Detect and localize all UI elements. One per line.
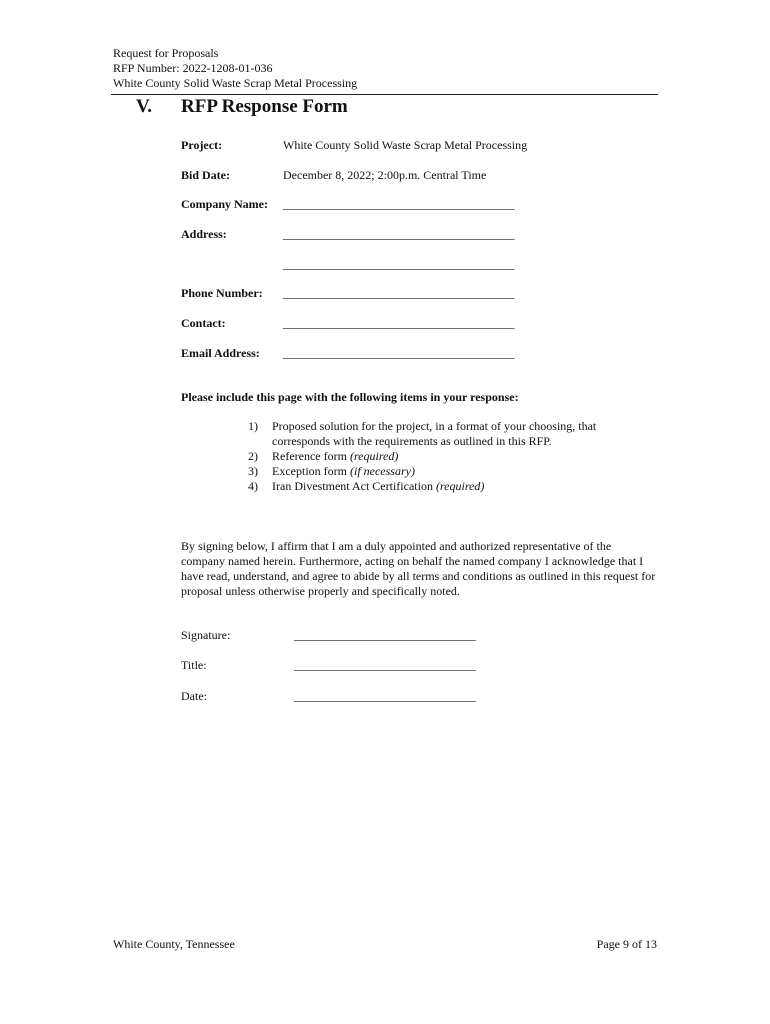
- title-field[interactable]: _________________________________: [294, 658, 476, 672]
- address-field-line1[interactable]: __________________________________________: [283, 227, 514, 241]
- contact-field[interactable]: __________________________________________: [283, 316, 514, 330]
- signature-label: Signature:: [181, 628, 231, 642]
- footer-page-number: Page 9 of 13: [596, 937, 657, 951]
- required-items-list: [248, 419, 632, 494]
- footer-county: White County, Tennessee: [113, 937, 235, 951]
- list-item-text: Reference form: [272, 449, 350, 463]
- list-item-text: Iran Divestment Act Certification: [272, 479, 436, 493]
- list-item-note: (if necessary): [349, 464, 415, 478]
- instructions-heading: Please include this page with the following items in your response:: [181, 390, 519, 404]
- list-item-note: (required): [349, 449, 399, 463]
- list-item: [248, 449, 632, 464]
- affirmation-paragraph: By signing below, I affirm that I am a duly appointed and authorized representative of the company named herein. Furthermore, acting on behalf the named company I acknowledge that I have read, understand, and agree to abide by all terms and conditions as outlined in this request for proposal unless otherwise properly and specifically noted.: [181, 539, 656, 598]
- list-item-number: 3): [248, 464, 258, 478]
- company-name-field[interactable]: __________________________________________: [283, 197, 514, 211]
- section-title: RFP Response Form: [181, 96, 348, 117]
- header-line-rfp: Request for Proposals: [113, 46, 219, 60]
- list-item: [248, 464, 632, 479]
- phone-label: Phone Number:: [181, 286, 263, 300]
- email-label: Email Address:: [181, 346, 260, 360]
- list-item: [248, 419, 632, 449]
- header-line-rfp-number: RFP Number: 2022-1208-01-036: [113, 61, 273, 75]
- address-label: Address:: [181, 227, 227, 241]
- signature-field[interactable]: _________________________________: [294, 628, 476, 642]
- list-item: [248, 479, 632, 494]
- header-line-project: White County Solid Waste Scrap Metal Processing: [113, 76, 358, 90]
- list-item-text: Proposed solution for the project, in a format of your choosing, that corresponds with the requirements as outlined in this RFP.: [272, 419, 597, 448]
- title-label: Title:: [181, 658, 207, 672]
- phone-field[interactable]: __________________________________________: [283, 286, 514, 300]
- date-label: Date:: [181, 689, 207, 703]
- section-number: V.: [136, 96, 153, 117]
- date-field[interactable]: _________________________________: [294, 689, 476, 703]
- running-header: [113, 46, 357, 91]
- bid-date-label: Bid Date:: [181, 168, 230, 182]
- bid-date-value: December 8, 2022; 2:00p.m. Central Time: [283, 168, 487, 182]
- list-item-number: 4): [248, 479, 258, 493]
- list-item-number: 1): [248, 419, 258, 433]
- header-divider: [111, 94, 658, 95]
- project-value: White County Solid Waste Scrap Metal Processing: [283, 138, 528, 152]
- list-item-note: (required): [435, 479, 485, 493]
- company-name-label: Company Name:: [181, 197, 268, 211]
- list-item-number: 2): [248, 449, 258, 463]
- contact-label: Contact:: [181, 316, 226, 330]
- email-field[interactable]: __________________________________________: [283, 346, 514, 360]
- list-item-text: Exception form: [272, 464, 350, 478]
- project-label: Project:: [181, 138, 223, 152]
- address-field-line2[interactable]: __________________________________________: [283, 257, 514, 271]
